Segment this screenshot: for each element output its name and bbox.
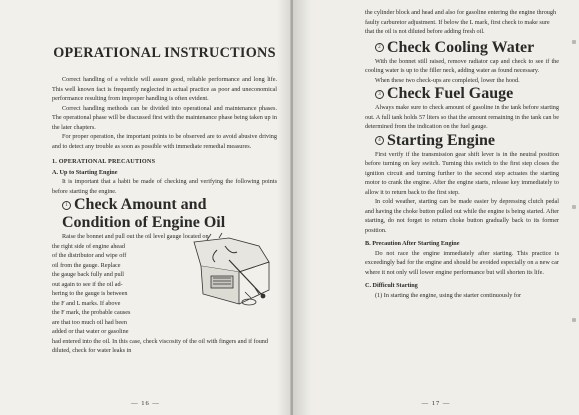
item-2-number: 2 bbox=[375, 43, 384, 52]
right-page bbox=[293, 0, 579, 415]
item-3-heading bbox=[375, 85, 559, 103]
item-2-heading bbox=[375, 39, 559, 57]
oil-dipstick-illustration-icon bbox=[189, 232, 275, 312]
item-1-line-5: the gauge back fully and pull bbox=[52, 271, 124, 278]
item-4-title: Starting Engine bbox=[387, 131, 496, 149]
edge-mark bbox=[572, 318, 576, 322]
item-1-heading bbox=[62, 196, 277, 232]
item-1-line-6: out again to see if the oil ad- bbox=[52, 280, 123, 288]
item-1-line-4: oil from the gauge. Replace bbox=[52, 261, 121, 269]
item-2-title: Check Cooling Water bbox=[387, 38, 535, 56]
continued-paragraph: the cylinder block and head and also for gasoline entering the engine through faulty carburetor adjustment. If below the L mark, first check to make sure that the oil is not diluted before adding fresh oil. bbox=[365, 9, 557, 35]
page-title: OPERATIONAL INSTRUCTIONS bbox=[53, 45, 276, 61]
item-4-number: 4 bbox=[375, 136, 384, 145]
item-1-tail: had entered into the oil. In this case, check viscosity of the oil with fingers and if found diluted, check for water leaks in bbox=[52, 337, 268, 354]
subsection-a-paragraph: It is important that a habit be made of checking and verifying the following points before starting the engine. bbox=[52, 178, 277, 195]
item-1-line-9: the F mark, the probable causes bbox=[52, 309, 131, 316]
subsection-heading-b: B. Precaution After Starting Engine bbox=[365, 240, 460, 247]
item-2-paragraph: With the bonnet still raised, remove radiator cap and check to see if the cooling water is up to the filler neck, adding water as found necessary. bbox=[365, 57, 559, 74]
item-2-paragraph-2: When these two check-ups are completed, lower the hood. bbox=[375, 76, 520, 84]
section-heading-1: 1. OPERATIONAL PRECAUTIONS bbox=[52, 158, 156, 165]
item-1-line-7: hering to the gauge is between bbox=[52, 290, 128, 297]
item-3-paragraph: Always make sure to check amount of gasoline in the tank before starting out. A full tank holds 57 liters so that the amount remaining in the tank can be determined from the indication on the fuel gauge. bbox=[365, 104, 559, 130]
item-3-number: 3 bbox=[375, 90, 384, 99]
edge-mark bbox=[572, 205, 576, 209]
page-number-left: — 16 — bbox=[131, 400, 160, 407]
item-4-paragraph-2: In cold weather, starting can be made easier by depressing clutch pedal and having the choke button pulled out while the engine is being started. After starting, do not forget to return choke button gradually back to its former position. bbox=[365, 198, 559, 234]
subsection-heading-a: A. Up to Starting Engine bbox=[52, 168, 118, 176]
item-1-line-1: Raise the bonnet and pull out the oil level gauge located on bbox=[62, 233, 209, 240]
item-1-line-2: the right side of engine ahead bbox=[52, 242, 126, 250]
item-1-title: Check Amount and Condition of Engine Oil bbox=[62, 196, 226, 231]
subsection-c-paragraph: (1) In starting the engine, using the starter continuously for bbox=[375, 291, 522, 299]
item-1-line-11: added or that water or gasoline bbox=[52, 328, 129, 335]
item-1-number: 1 bbox=[62, 201, 71, 210]
item-4-paragraph: First verify if the transmission gear shift lever is in the neutral position before turning on key switch. Turning this switch to the first step closes the ignition circuit and turning further to the second step actuates the starting motor to crank the engine. After the engine starts, release key immediately to allow it to return back to the first step. bbox=[365, 150, 559, 196]
subsection-heading-c: C. Difficult Starting bbox=[365, 282, 418, 289]
intro-paragraph-2: Correct handling methods can be divided into operational and maintenance phases. The operational phase will be discussed first with the maintenance phase being taken up in the later chapters. bbox=[52, 104, 277, 131]
subsection-b-paragraph: Do not race the engine immediately after starting. This practice is exceedingly bad for the engine and should be avoided especially on a new car where it not only will lower engine performance but will shorten its life. bbox=[365, 249, 559, 276]
intro-paragraph-3: For proper operation, the important points to be observed are to avoid abusive driving and to detect any trouble as soon as possible with immediate remedial measures. bbox=[52, 133, 277, 150]
item-1-body bbox=[52, 232, 277, 356]
edge-mark bbox=[572, 40, 576, 44]
page-number-right: — 17 — bbox=[421, 400, 451, 407]
item-1-line-8: the F and L marks. If above bbox=[52, 299, 121, 307]
item-4-heading bbox=[375, 132, 559, 150]
item-1-line-3: of the distributor and wipe off bbox=[52, 252, 127, 259]
intro-paragraph-1: Correct handling of a vehicle will assure good, reliable performance and long life. This well known fact is frequently neglected in actual practice as poor and uneconomical performance resulting from improper handling is often evident. bbox=[52, 76, 277, 102]
item-3-title: Check Fuel Gauge bbox=[387, 85, 514, 102]
item-1-line-10: are that too much oil had been bbox=[52, 318, 127, 326]
